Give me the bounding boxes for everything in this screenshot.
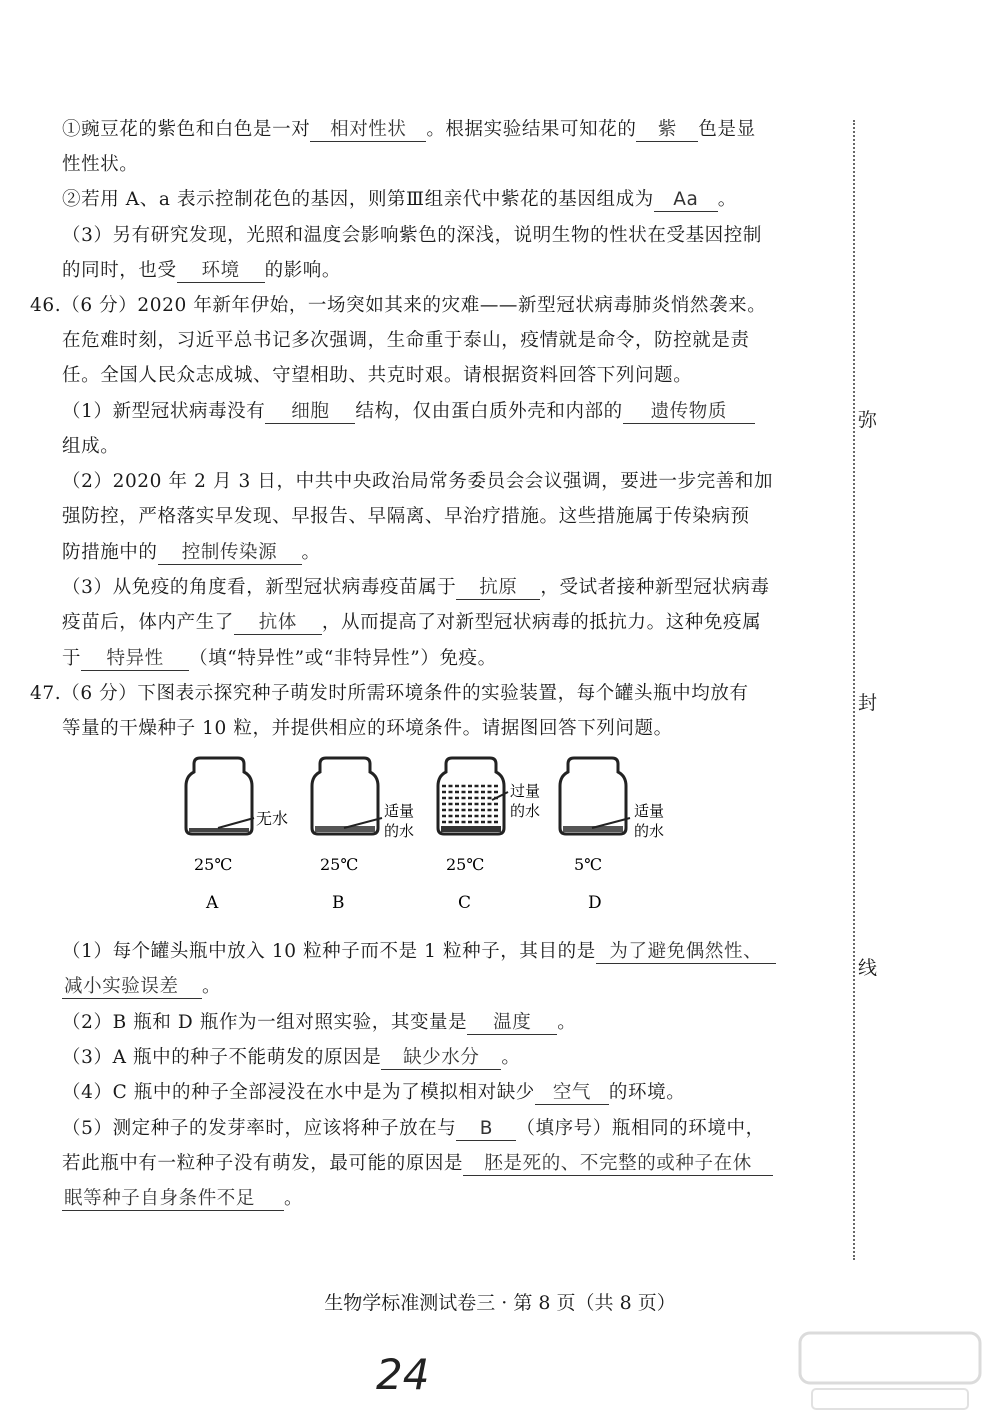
- q45-text: ①豌豆花的紫色和白色是一对: [62, 119, 311, 140]
- answer-blank: 为了避免偶然性、: [596, 941, 776, 964]
- answer-blank: 细胞: [265, 401, 355, 424]
- q45-text: 色是显: [698, 119, 756, 140]
- side-mark-xian: 线: [858, 957, 878, 979]
- q46-text: 结构，仅由蛋白质外壳和内部的: [355, 401, 623, 422]
- q47-text: 。: [202, 976, 222, 997]
- jar-d-note-1: 适量: [634, 802, 665, 820]
- q46-text: （1）新型冠状病毒没有: [62, 401, 266, 422]
- answer-blank: 紫: [636, 119, 698, 142]
- q45-line-2: 性性状。: [62, 154, 139, 175]
- q45-line-3: [62, 188, 737, 212]
- q47-line-8: [62, 1117, 765, 1141]
- answer-blank: 环境: [177, 260, 265, 283]
- answer-blank: 抗体: [234, 612, 322, 635]
- q46-text: （3）从免疫的角度看，新型冠状病毒疫苗属于: [62, 577, 457, 598]
- side-mark-feng: 封: [858, 692, 878, 714]
- q46-text: （填“特异性”或“非特异性”）免疫。: [189, 648, 497, 669]
- q47-line-7: [62, 1081, 685, 1105]
- q47-line-1: 47.（6 分）下图表示探究种子萌发时所需环境条件的实验装置，每个罐头瓶中均放有: [30, 683, 749, 704]
- jar-a-label: A: [206, 893, 219, 913]
- q47-line-6: [62, 1046, 520, 1070]
- q45-line-4: （3）另有研究发现，光照和温度会影响紫色的深浅，说明生物的性状在受基因控制: [62, 225, 762, 246]
- q46-line-5: 组成。: [62, 436, 120, 457]
- answer-blank: B: [456, 1118, 516, 1141]
- jar-c-label: C: [458, 893, 472, 913]
- q47-text: （1）每个罐头瓶中放入 10 粒种子而不是 1 粒种子，其目的是: [62, 941, 596, 962]
- q46-line-7: 强防控，严格落实早发现、早报告、早隔离、早治疗措施。这些措施属于传染病预: [62, 506, 750, 527]
- q45-text: ②若用 A、a 表示控制花色的基因，则第Ⅲ组亲代中紫花的基因组成为: [62, 189, 654, 210]
- jar-c-note-2: 的水: [510, 802, 541, 820]
- q46-line-2: 在危难时刻，习近平总书记多次强调，生命重于泰山，疫情就是命令，防控就是责: [62, 330, 750, 351]
- q46-line-3: 任。全国人民众志成城、守望相助、共克时艰。请根据资料回答下列问题。: [62, 365, 693, 386]
- q47-line-3: [62, 940, 776, 964]
- jar-a-note: 无水: [256, 809, 289, 828]
- q47-text: （3）A 瓶中的种子不能萌发的原因是: [62, 1047, 382, 1068]
- q47-line-4: [62, 975, 221, 999]
- answer-blank: 相对性状: [310, 119, 426, 142]
- q47-text: （4）C 瓶中的种子全部浸没在水中是为了模拟相对缺少: [62, 1082, 535, 1103]
- q46-text: 疫苗后，体内产生了: [62, 612, 234, 633]
- jar-d: [560, 758, 664, 913]
- watermark-logo: [790, 1325, 990, 1415]
- q46-text: 。: [301, 542, 321, 563]
- answer-blank: 遗传物质: [623, 401, 755, 424]
- q46-line-10: [62, 611, 761, 635]
- q47-text: 的环境。: [608, 1082, 686, 1103]
- q47-line-2: 等量的干燥种子 10 粒，并提供相应的环境条件。请据图回答下列问题。: [62, 718, 673, 739]
- q45-text: 。根据实验结果可知花的: [426, 119, 637, 140]
- q46-line-11: [62, 647, 497, 671]
- answer-blank: 空气: [535, 1082, 609, 1105]
- q47-text: 若此瓶中有一粒种子没有萌发，最可能的原因是: [62, 1153, 464, 1174]
- q47-line-9: [62, 1152, 773, 1176]
- handwritten-page-number: 24: [376, 1350, 430, 1399]
- q46-line-9: [62, 576, 770, 600]
- q47-text: 。: [557, 1012, 577, 1033]
- q45-line-5: [62, 259, 341, 283]
- jar-a: [186, 758, 288, 913]
- jar-b-note-1: 适量: [384, 802, 415, 820]
- answer-blank: 眠等种子自身条件不足: [62, 1188, 284, 1211]
- jar-b-temp: 25℃: [320, 855, 359, 874]
- jar-b-label: B: [332, 893, 345, 913]
- answer-blank: 温度: [467, 1012, 557, 1035]
- q45-text: 的同时，也受: [62, 260, 177, 281]
- q46-text: 防措施中的: [62, 542, 158, 563]
- answer-blank: 控制传染源: [158, 542, 302, 565]
- jar-b-note-2: 的水: [384, 822, 415, 840]
- q46-text: ，受试者接种新型冠状病毒: [540, 577, 770, 598]
- q47-text: （2）B 瓶和 D 瓶作为一组对照实验，其变量是: [62, 1012, 468, 1033]
- germination-jars-figure: [170, 752, 730, 922]
- answer-blank: 减小实验误差: [62, 976, 202, 999]
- jar-a-temp: 25℃: [194, 855, 233, 874]
- q45-line-1: [62, 118, 756, 142]
- side-mark-mi: 弥: [858, 409, 878, 431]
- q47-text: 。: [501, 1047, 521, 1068]
- page-footer: 生物学标准测试卷三 · 第 8 页（共 8 页）: [324, 1292, 676, 1314]
- q46-line-1: 46.（6 分）2020 年新年伊始，一场突如其来的灾难——新型冠状病毒肺炎悄然袭来。: [30, 295, 767, 316]
- q45-text: 。: [717, 189, 737, 210]
- answer-blank: 抗原: [456, 577, 540, 600]
- jar-c-temp: 25℃: [446, 855, 485, 874]
- jar-c: [438, 758, 540, 913]
- q46-line-8: [62, 541, 321, 565]
- q47-text: （5）测定种子的发芽率时，应该将种子放在与: [62, 1118, 457, 1139]
- q47-text: （填序号）瓶相同的环境中，: [516, 1118, 765, 1139]
- q47-line-10: [62, 1187, 303, 1211]
- q45-text: 的影响。: [264, 260, 342, 281]
- q46-text: 于: [62, 648, 82, 669]
- answer-blank: 特异性: [81, 648, 189, 671]
- q46-line-6: （2）2020 年 2 月 3 日，中共中央政治局常务委员会会议强调，要进一步完善和加: [62, 471, 774, 492]
- water-lines: [442, 786, 500, 822]
- jar-d-note-2: 的水: [634, 822, 665, 840]
- jar-b: [312, 758, 414, 913]
- q47-line-5: [62, 1011, 576, 1035]
- answer-blank: Aa: [654, 189, 718, 212]
- q47-text: 。: [284, 1188, 304, 1209]
- q46-line-4: [62, 400, 755, 424]
- answer-blank: 缺少水分: [381, 1047, 501, 1070]
- binding-line: [853, 120, 855, 1260]
- jar-d-label: D: [588, 893, 602, 913]
- answer-blank: 胚是死的、不完整的或种子在休: [463, 1153, 773, 1176]
- jar-c-note-1: 过量: [510, 782, 541, 800]
- q46-text: ，从而提高了对新型冠状病毒的抵抗力。这种免疫属: [321, 612, 762, 633]
- jar-d-temp: 5℃: [574, 855, 603, 874]
